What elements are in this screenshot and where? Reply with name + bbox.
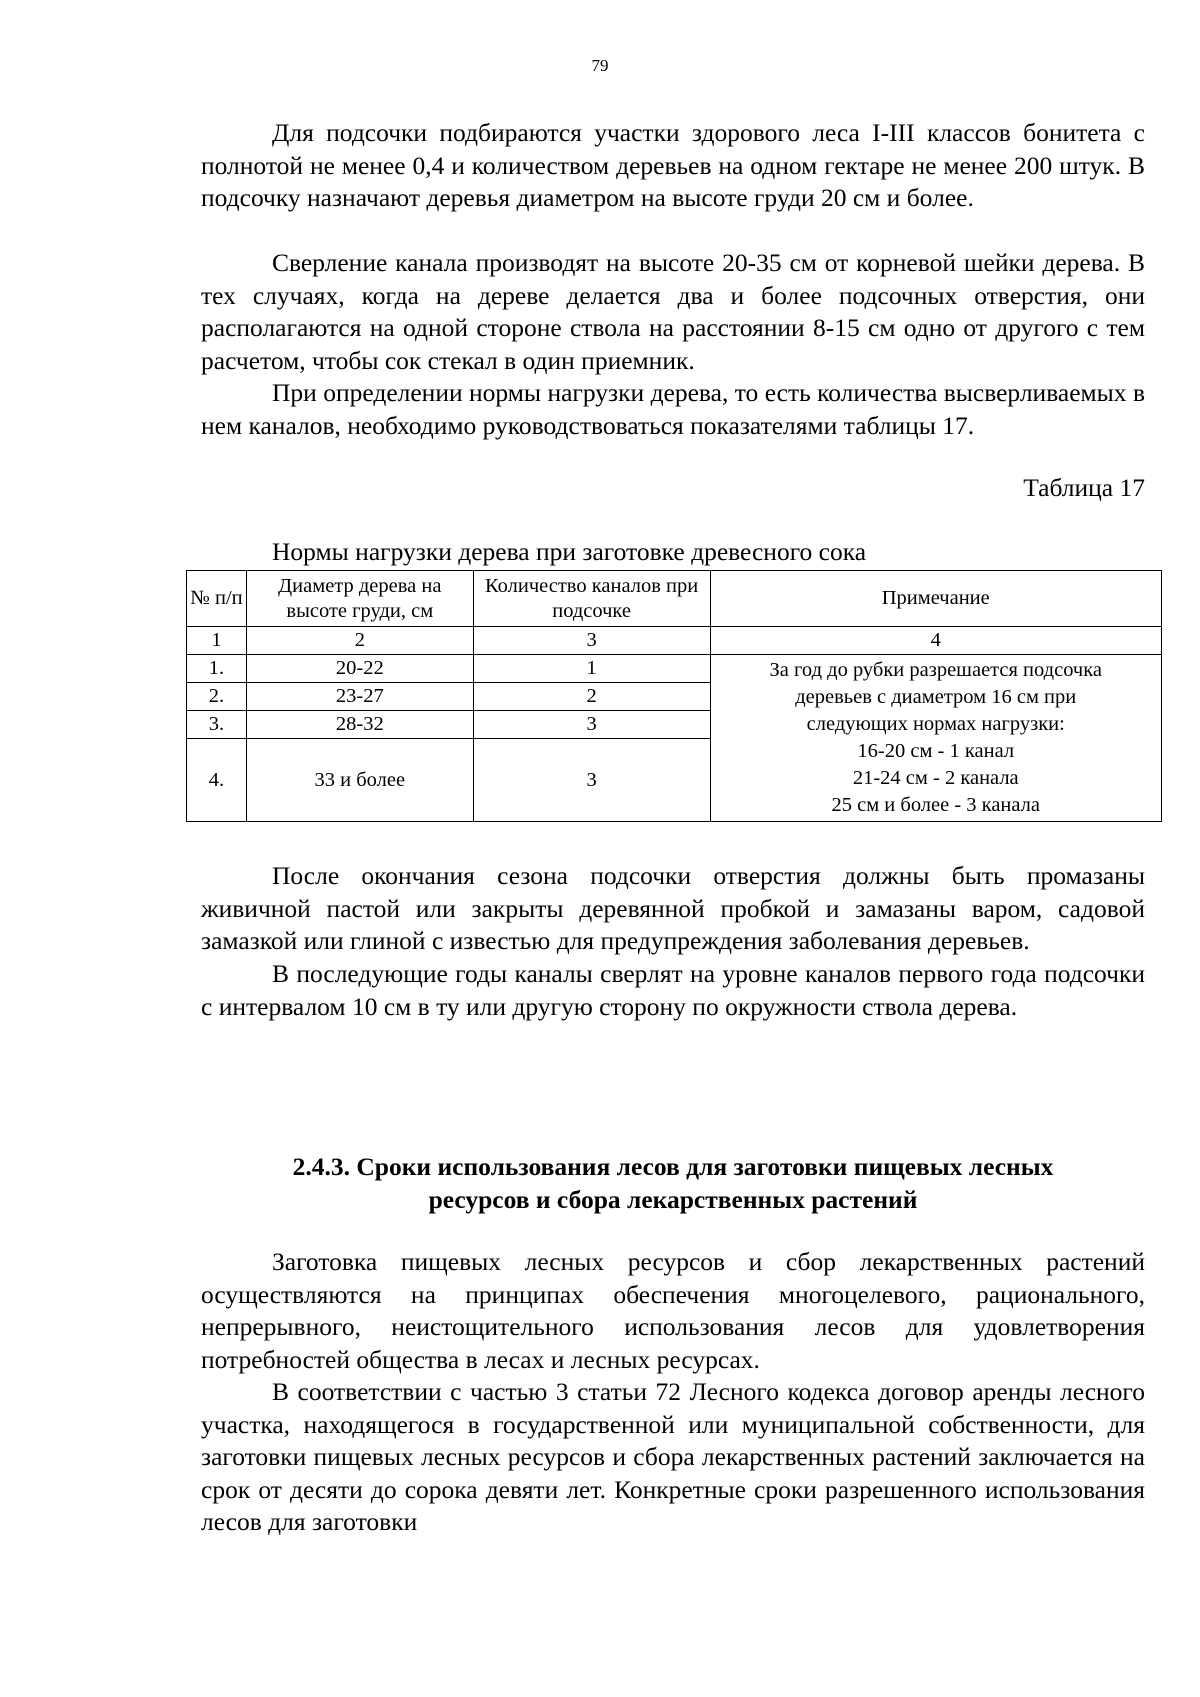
column-number: 4 bbox=[710, 627, 1162, 655]
section-heading-line: ресурсов и сбора лекарственных растений bbox=[428, 1185, 918, 1214]
header-diameter: Диаметр дерева на высоте груди, см bbox=[246, 571, 473, 627]
table-caption: Нормы нагрузки дерева при заготовке древесного сока bbox=[272, 537, 867, 566]
table-row bbox=[187, 655, 1162, 683]
note-line: 21-24 см - 2 канала bbox=[852, 767, 1019, 789]
paragraph-load-norms: При определении нормы нагрузки дерева, то есть количества высверливаемых в нем каналов, необходимо руководствоваться показателями таблицы 17. bbox=[201, 378, 1145, 440]
header-num: № п/п bbox=[187, 571, 247, 627]
column-number: 2 bbox=[246, 627, 473, 655]
row-num: 3. bbox=[187, 711, 247, 739]
paragraph-following-years: В последующие годы каналы сверлят на уровне каналов первого года подсочки с интервалом 10 см в ту или другую сторону по окружности ствола дерева. bbox=[201, 959, 1145, 1021]
table-column-numbers-row bbox=[187, 627, 1162, 655]
row-diameter: 28-32 bbox=[246, 711, 473, 739]
paragraph-selection-criteria: Для подсочки подбираются участки здорового леса I-III классов бонитета с полнотой не менее 0,4 и количеством деревьев на одном гектаре не менее 200 штук. В подсочку назначают деревья диаметром на высоте груди 20 см и более. bbox=[201, 118, 1145, 212]
table-note-cell bbox=[710, 655, 1162, 822]
row-channels: 3 bbox=[473, 711, 710, 739]
row-num: 4. bbox=[187, 739, 247, 822]
paragraph-drilling-height: Сверление канала производят на высоте 20-35 см от корневой шейки дерева. В тех случаях, когда на дереве делается два и более подсочных отверстия, они располагаются на одной стороне ствола на расстоянии 8-15 см одно от другого с тем расчетом, чтобы сок стекал в один приемник. bbox=[201, 248, 1145, 375]
row-diameter: 33 и более bbox=[246, 739, 473, 822]
section-heading-line: 2.4.3. Сроки использования лесов для заготовки пищевых лесных bbox=[292, 1152, 1054, 1181]
row-diameter: 20-22 bbox=[246, 655, 473, 683]
row-channels: 2 bbox=[473, 683, 710, 711]
row-channels: 3 bbox=[473, 739, 710, 822]
header-channels: Количество каналов при подсочке bbox=[473, 571, 710, 627]
row-channels: 1 bbox=[473, 655, 710, 683]
header-note: Примечание bbox=[710, 571, 1162, 627]
note-line: деревьев с диаметром 16 см при bbox=[795, 686, 1077, 708]
row-num: 2. bbox=[187, 683, 247, 711]
norms-table bbox=[186, 570, 1162, 822]
table-header-row bbox=[187, 571, 1162, 627]
note-line: 16-20 см - 1 канал bbox=[857, 740, 1015, 762]
row-num: 1. bbox=[187, 655, 247, 683]
section-heading bbox=[201, 1150, 1145, 1216]
row-diameter: 23-27 bbox=[246, 683, 473, 711]
note-line: 25 см и более - 3 канала bbox=[831, 794, 1041, 816]
column-number: 3 bbox=[473, 627, 710, 655]
page-number: 79 bbox=[591, 56, 609, 75]
paragraph-lease-terms: В соответствии с частью 3 статьи 72 Лесного кодекса договор аренды лесного участка, находящегося в государственной или муниципальной собственности, для заготовки пищевых лесных ресурсов и сбора лекарственных растений заключается на срок от десяти до сорока девяти лет. Конкретные сроки разрешенного использования лесов для заготовки bbox=[201, 1377, 1145, 1536]
paragraph-harvesting-principles: Заготовка пищевых лесных ресурсов и сбор лекарственных растений осуществляются на принципах обеспечения многоцелевого, рационального, непрерывного, неистощительного использования лесов для удовлетворения потребностей общества в лесах и лесных ресурсах. bbox=[201, 1247, 1145, 1374]
column-number: 1 bbox=[187, 627, 247, 655]
note-line: следующих нормах нагрузки: bbox=[806, 713, 1065, 735]
note-line: За год до рубки разрешается подсочка bbox=[769, 659, 1102, 681]
paragraph-after-season: После окончания сезона подсочки отверстия должны быть промазаны живичной пастой или закрыты деревянной пробкой и замазаны варом, садовой замазкой или глиной с известью для предупреждения заболевания деревьев. bbox=[201, 861, 1145, 955]
table-label: Таблица 17 bbox=[1023, 473, 1145, 502]
